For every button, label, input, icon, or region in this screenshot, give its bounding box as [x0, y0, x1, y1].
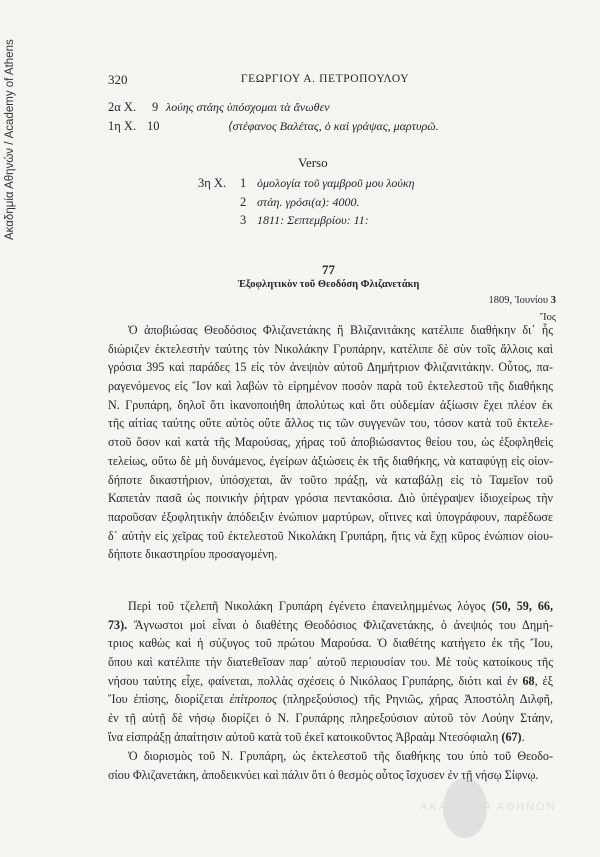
text-line	[108, 747, 553, 766]
hand-label: 1η Χ.	[108, 119, 137, 133]
text-line	[108, 489, 553, 508]
text-segment: Καπετὰν πασᾶ ὡς ποινικὴν ῥήτραν γρόσια πεντακόσια. Διὸ ὑπέγραψεν ἰδιοχείρως τὴν	[108, 491, 553, 506]
document-reference: (67)	[501, 729, 522, 744]
text-line	[108, 433, 553, 452]
text-segment: νήσου ταύτης εἶχε, φαίνεται, πολλὰς σχέσεις ὁ Νικόλαος Γρυπάρης, διότι καὶ ἐν	[108, 673, 523, 688]
document-date	[488, 295, 556, 306]
text-line	[108, 508, 553, 527]
text-line	[108, 396, 553, 415]
document-reference: 68	[522, 673, 535, 688]
text-segment: Ν. Γρυπάρη, δηλοῖ ὅτι ἱκανοποιήθη ἀπολύτως καὶ ὅτι οὐδεμίαν ἀξίωσιν ἔχει πλέον ἐκ	[108, 397, 553, 412]
text-line	[108, 616, 553, 635]
date-day: 3	[550, 295, 556, 306]
text-segment: γρόσια 395 καὶ παράδες 15 εἰς τὸν ἀνεψιὸν αὐτοῦ Δημήτριον Φλιζανιτάκην. Οὗτος, πα-	[108, 360, 553, 375]
line-number: 9	[152, 100, 159, 114]
text-line	[108, 471, 553, 490]
text-segment: (πληρεξούσιος) τῆς Ρηνιῶς, χήρας Ἀποστόλη Διλφῆ,	[276, 692, 553, 707]
text-segment: τῆς αἰτίας ταύτης οὔτε αὐτὸς οὔτε ἄλλος τις τῶν συγγενῶν του, τόσον κατὰ τοῦ ἐκτελε-	[108, 416, 553, 431]
academy-logo-watermark	[395, 770, 575, 840]
text-segment: τριος καθὼς καὶ ἡ σύζυγος τοῦ πρώτου Μαρούσα. Ὁ διαθέτης κατήγετο ἐκ τῆς Ἴου,	[108, 636, 553, 651]
line-number: 1	[240, 176, 247, 190]
text-segment: , ἐξ	[534, 673, 553, 688]
document-place: Ἴος	[540, 312, 556, 323]
document-number: 77	[322, 262, 335, 277]
date-text: 1809, Ἰουνίου	[488, 295, 551, 306]
text-segment: παροῦσαν ἐξοφλητικὴν ἀπόδειξιν ἐνώπιον μαρτύρων, οἵτινες καὶ ὑπογράφουν, παρέδωσε	[108, 509, 553, 524]
text-segment: Περὶ τοῦ τζελεπῆ Νικολάκη Γρυπάρη ἐγένετο ἐπανειλημμένως λόγος	[128, 599, 492, 613]
text-line	[108, 672, 553, 691]
transcription-line: λούης στάης ὑπόσχομαι τὰ ἄνωθεν	[166, 100, 330, 114]
text-segment: δήποτε δικαστηρίου προσαγομένη.	[108, 547, 278, 562]
text-line	[108, 377, 553, 396]
archive-watermark: Ακαδημία Αθηνών / Academy of Athens	[4, 39, 16, 240]
text-segment: Ἄγνωστοι μοὶ εἶναι ὁ διαθέτης Θεοδόσιος Φλιζανετάκης, ὁ ἀνεψιός του Δημή-	[127, 617, 553, 632]
text-line	[108, 321, 553, 340]
text-line	[108, 545, 553, 564]
line-number: 2	[240, 195, 247, 209]
document-reference: (50, 59, 66,	[491, 599, 553, 613]
text-line	[108, 414, 553, 433]
text-line	[108, 653, 553, 672]
text-segment: Ὁ διορισμὸς τοῦ Ν. Γρυπάρη, ὡς ἐκτελεστοῦ τῆς διαθήκης του ὑπὸ τοῦ Θεοδο-	[128, 749, 553, 763]
text-segment: .	[521, 729, 525, 744]
transcription-line: ⟨στέφανος Βαλέτας, ὁ καὶ γράψας, μαρτυρῶ.	[228, 119, 439, 133]
text-line	[108, 728, 553, 747]
text-segment: δ᾿ αὐτὴν εἰς χεῖρας τοῦ ἐκτελεστοῦ Νικολάκη Γρυπάρη, ἥτις νὰ ἔχῃ κῦρος ἐνώπιον οἱου-	[108, 528, 553, 543]
text-segment: Ἴου ἐπίσης, διορίζεται	[108, 692, 230, 707]
text-line	[108, 358, 553, 377]
text-line	[108, 340, 553, 359]
text-line	[108, 709, 553, 728]
document-reference: 73).	[108, 617, 128, 632]
text-line	[108, 690, 553, 709]
text-segment: ἐν τῇ αὐτῇ δὲ νήσῳ διορίζει ὁ Ν. Γρυπάρης πληρεξούσιον αὐτοῦ τὸν Λούην Στάην,	[108, 711, 553, 726]
transcription-line: 1811: Σεπτεμβρίου: 11:	[257, 213, 369, 227]
text-segment: ἐπίτροπος	[229, 692, 277, 707]
text-segment: Ὁ ἀποβιώσας Θεοδόσιος Φλιζανετάκης ἢ Βλιζανιτάκης κατέλιπε διαθήκην δι᾿ ἧς	[128, 323, 553, 337]
text-segment: ὅπου καὶ κατέλιπε τὴν διατεθεῖσαν παρ᾿ αὐτοῦ περιουσίαν του. Μὲ τοὺς κατοίκους τῆς	[108, 655, 553, 670]
text-segment: ἵνα εἰσπράξῃ ἀπαίτησιν αὐτοῦ κατὰ τοῦ ἐκεῖ κατοικοῦντος Ἀβραὰμ Ντεσόφιαλη	[108, 729, 502, 744]
text-segment: διώριζεν ἐκτελεστὴν ταύτης τὸν Νικολάκην Γρυπάρην, κατέλιπε δὲ σὺν τοῖς ἄλλοις καὶ	[108, 341, 553, 356]
transcription-line: στάη. γρόσι(α): 4000.	[257, 195, 360, 209]
text-segment: στοῦ ὅσον καὶ κατὰ τῆς Μαρούσας, χήρας τοῦ ἀποβιώσαντος θείου του, ὡς ἐξοφληθεὶς	[108, 435, 553, 450]
text-segment: ραγενόμενος εἰς Ἴον καὶ λαβὼν τὸ εἰρημένον ποσὸν παρὰ τοῦ ἐκτελεστοῦ τῆς διαθήκης	[108, 379, 553, 394]
text-line	[108, 527, 553, 546]
page-number: 320	[108, 72, 128, 87]
text-line	[108, 634, 553, 653]
hand-label: 3η Χ.	[198, 176, 227, 190]
text-segment: τελείως, οὕτω δὲ μὴ δυνάμενος, ἐγείρων ἀξιώσεις ἐκ τῆς διαθήκης, νὰ καταφύγῃ εἰς οἱον-	[108, 453, 553, 468]
document-title: Ἐξοφλητικὸν τοῦ Θεοδόση Φλιζανετάκη	[237, 279, 420, 290]
hand-label: 2α Χ.	[108, 100, 137, 114]
line-number: 3	[240, 213, 247, 227]
verso-heading: Verso	[298, 155, 328, 170]
paragraph	[108, 321, 553, 564]
text-segment: σίου Φλιζανετάκη, ἀποδεικνύει καὶ πάλιν ὅτι ὁ θεσμὸς οὗτος ἴσχυσεν ἐν τῇ νήσῳ Σίφνῳ.	[108, 767, 539, 782]
text-line	[108, 597, 553, 616]
paragraph	[108, 597, 553, 747]
running-title: ΓΕΩΡΓΙΟΥ Α. ΠΕΤΡΟΠΟΥΛΟΥ	[240, 73, 410, 85]
line-number: 10	[147, 119, 160, 133]
text-segment: δήποτε δικαστήριον, ὑπόσχεται, ἂν τοῦτο πράξῃ, νὰ καταβάλῃ εἰς τὸ Ταμεῖον τοῦ	[108, 472, 553, 487]
text-line	[108, 452, 553, 471]
watermark-text: ΑΚΑΔΗΜΙΑ ΑΘΗΝΩΝ	[420, 801, 557, 813]
transcription-line: ὁμολογία τοῦ γαμβροῦ μου λούκη	[257, 176, 415, 190]
